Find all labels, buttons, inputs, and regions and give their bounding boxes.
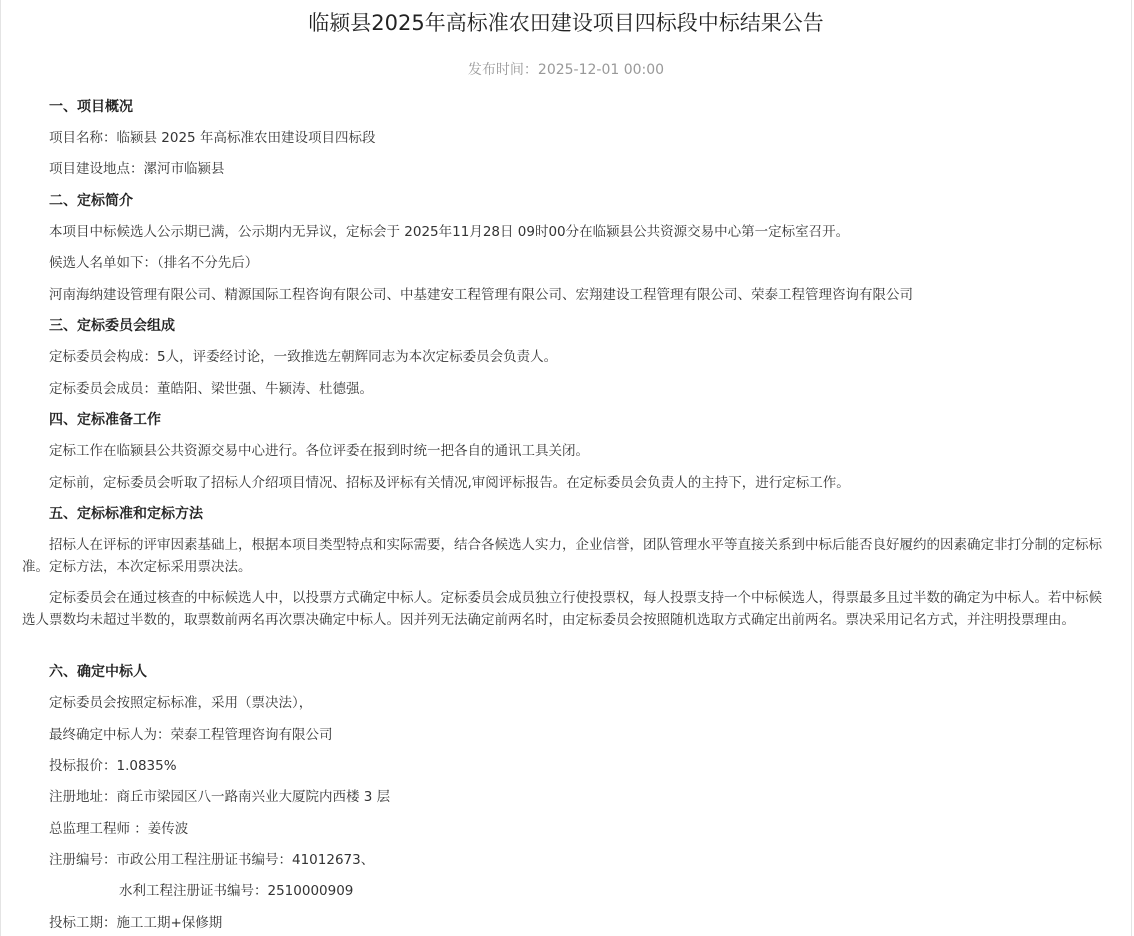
candidates-list: 河南海纳建设管理有限公司、精源国际工程咨询有限公司、中基建安工程管理有限公司、宏翔建设工程管理有限公司、荣泰工程管理咨询有限公司: [49, 287, 913, 303]
chief-engineer: 总监理工程师 ：姜传波: [49, 821, 189, 837]
candidates-label: 候选人名单如下：（排名不分先后）: [49, 255, 259, 271]
section-heading-preparation: 四、定标准备工作: [49, 412, 161, 428]
registration-number-2: 水利工程注册证书编号：2510000909: [119, 883, 354, 899]
preparation-text-1: 定标工作在临颍县公共资源交易中心进行。各位评委在报到时统一把各自的通讯工具关闭。: [49, 443, 589, 459]
project-location: 项目建设地点：漯河市临颍县: [49, 161, 225, 177]
criteria-paragraph-2: 定标委员会在通过核查的中标候选人中，以投票方式确定中标人。定标委员会成员独立行使投票权，每人投票支持一个中标候选人，得票最多且过半数的确定为中标人。若中标候选人票数均未超过半数的，取票数前两名再次票决确定中标人。因并列无法确定前两名时，由定标委员会按照随机选取方式确定出前两名。票决采用记名方式，并注明投票理由。: [22, 590, 1102, 628]
winner-name: 最终确定中标人为：荣泰工程管理咨询有限公司: [49, 727, 333, 743]
bid-intro-text: 本项目中标候选人公示期已满，公示期内无异议，定标会于 2025年11月28日 09时00分在临颍县公共资源交易中心第一定标室召开。: [49, 224, 850, 240]
winner-method: 定标委员会按照定标标准，采用（票决法），: [49, 695, 313, 711]
section-heading-committee: 三、定标委员会组成: [49, 318, 175, 334]
committee-members: 定标委员会成员：董皓阳、梁世强、牛颍涛、杜德强。: [49, 381, 373, 397]
publish-time: 发布时间：2025-12-01 00:00: [467, 62, 665, 78]
preparation-text-2: 定标前，定标委员会听取了招标人介绍项目情况、招标及评标有关情况,审阅评标报告。在定标委员会负责人的主持下，进行定标工作。: [49, 475, 850, 491]
section-heading-criteria: 五、定标标准和定标方法: [49, 506, 203, 522]
section-heading-project-overview: 一、项目概况: [49, 99, 133, 115]
section-heading-winner: 六、确定中标人: [49, 664, 147, 680]
bid-price: 投标报价：1.0835%: [49, 758, 177, 774]
registration-number-1: 注册编号：市政公用工程注册证书编号：41012673、: [49, 852, 375, 868]
criteria-paragraph-1: 招标人在评标的评审因素基础上，根据本项目类型特点和实际需要，结合各候选人实力，企业信誉，团队管理水平等直接关系到中标后能否良好履约的因素确定非打分制的定标标准。定标方法，本次定标采用票决法。: [22, 537, 1102, 575]
page-title: 临颍县2025年高标准农田建设项目四标段中标结果公告: [308, 11, 824, 35]
registered-address: 注册地址：商丘市梁园区八一路南兴业大厦院内西楼 3 层: [49, 789, 391, 805]
section-heading-bid-intro: 二、定标简介: [49, 193, 133, 209]
bid-duration: 投标工期：施工工期+保修期: [49, 915, 223, 931]
committee-composition: 定标委员会构成：5人，评委经讨论，一致推选左朝辉同志为本次定标委员会负责人。: [49, 349, 558, 365]
project-name: 项目名称：临颍县 2025 年高标准农田建设项目四标段: [49, 130, 376, 146]
